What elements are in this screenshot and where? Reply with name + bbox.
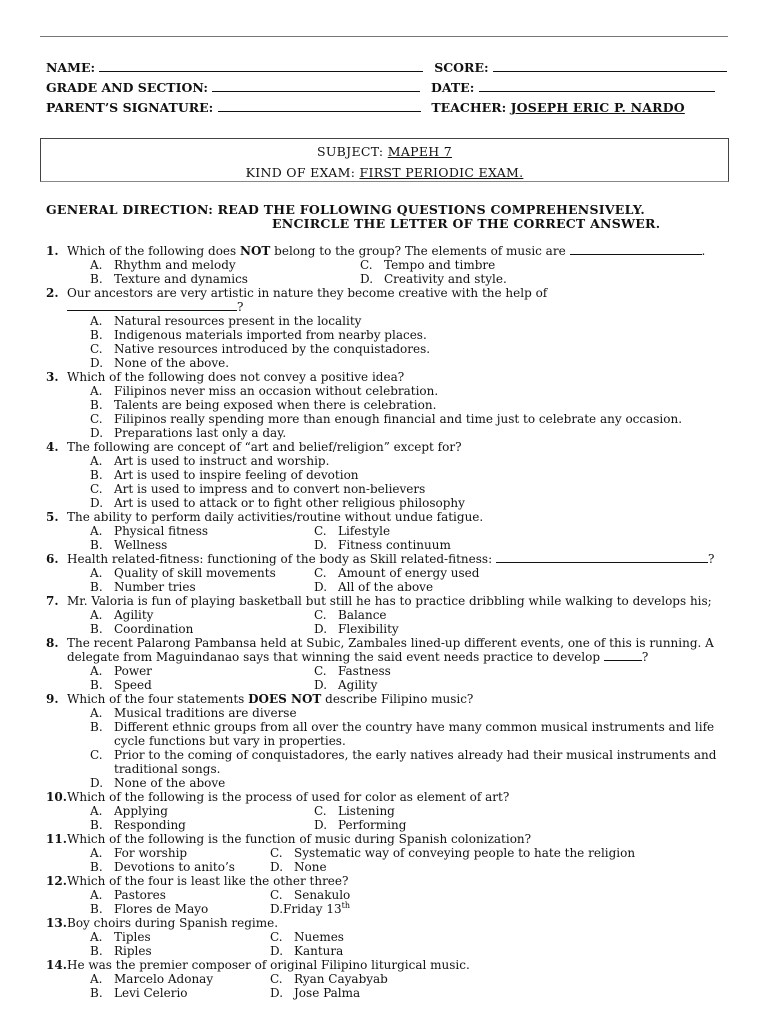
option-d[interactable]: D. Performing: [314, 818, 407, 832]
option-row: [90, 622, 718, 636]
option-d[interactable]: D. Jose Palma: [270, 986, 361, 1000]
option-a[interactable]: A. Tiples: [90, 930, 151, 944]
question-number: 7.: [46, 594, 59, 608]
option-b[interactable]: B. Flores de Mayo: [90, 902, 209, 916]
option-a[interactable]: A. Agility: [90, 608, 154, 622]
option-row: [90, 944, 718, 958]
name-label: NAME:: [46, 60, 96, 75]
question-number: 2.: [46, 286, 59, 300]
kind-label: KIND OF EXAM:: [245, 165, 356, 180]
option-b[interactable]: B. Indigenous materials imported from nearby places.: [90, 328, 427, 342]
question-12: [46, 874, 718, 916]
question-8: [46, 636, 718, 692]
option-row: [90, 888, 718, 902]
option-row: [90, 902, 718, 916]
date-label: DATE:: [431, 80, 475, 95]
question-5: [46, 510, 718, 552]
option-row: [90, 804, 718, 818]
option-d[interactable]: D. Kantura: [270, 944, 344, 958]
option-c[interactable]: C. Listening: [314, 804, 395, 818]
option-row: [90, 524, 718, 538]
option-b[interactable]: B. Art is used to inspire feeling of devotion: [90, 468, 359, 482]
question-stem: Mr. Valoria is fun of playing basketball but still he has to practice dribbling while walking to develops his;: [67, 594, 712, 608]
option-row: [90, 538, 718, 552]
subject-label: SUBJECT:: [316, 144, 384, 159]
option-c[interactable]: C. Fastness: [314, 664, 391, 678]
option-b[interactable]: B. Riples: [90, 944, 152, 958]
option-d[interactable]: D. Agility: [314, 678, 378, 692]
answer-blank[interactable]: [570, 244, 702, 255]
option-b[interactable]: B. Coordination: [90, 622, 194, 636]
option-a[interactable]: A. Power: [90, 664, 152, 678]
option-c[interactable]: C. Lifestyle: [314, 524, 391, 538]
option-c[interactable]: C. Ryan Cayabyab: [270, 972, 388, 986]
option-c[interactable]: C. Native resources introduced by the conquistadores.: [90, 342, 431, 356]
option-a[interactable]: A. Pastores: [90, 888, 166, 902]
option-c[interactable]: C. Prior to the coming of conquistadores, the early natives already had their musical instruments and traditional songs.: [90, 748, 717, 776]
question-4: [46, 440, 718, 510]
question-number: 14.: [46, 958, 67, 972]
question-number: 1.: [46, 244, 59, 258]
question-stem: Which of the following does not convey a positive idea?: [67, 370, 405, 384]
option-d[interactable]: D. Creativity and style.: [360, 272, 507, 286]
option-a[interactable]: A. Musical traditions are diverse: [90, 706, 297, 720]
kind-line: [41, 165, 728, 180]
question-14: [46, 958, 718, 1000]
teacher-label: TEACHER:: [431, 100, 507, 115]
question-2: [46, 286, 718, 370]
question-number: 3.: [46, 370, 59, 384]
option-d[interactable]: D. All of the above: [314, 580, 434, 594]
question-stem: Boy choirs during Spanish regime.: [67, 916, 279, 930]
option-d[interactable]: D. None of the above: [90, 776, 226, 790]
grade-row: [46, 80, 715, 96]
option-b[interactable]: B. Talents are being exposed when there is celebration.: [90, 398, 437, 412]
question-6: [46, 552, 718, 594]
option-a[interactable]: A. Quality of skill movements: [90, 566, 276, 580]
question-number: 13.: [46, 916, 67, 930]
question-number: 10.: [46, 790, 67, 804]
option-b[interactable]: B. Responding: [90, 818, 186, 832]
question-stem: Which of the four is least like the other three?: [67, 874, 349, 888]
kind-value: FIRST PERIODIC EXAM.: [359, 165, 524, 180]
option-c[interactable]: C. Nuemes: [270, 930, 344, 944]
option-row: [90, 566, 718, 580]
question-stem: Which of the four statements DOES NOT describe Filipino music?: [67, 692, 474, 706]
option-row: [90, 930, 718, 944]
question-number: 9.: [46, 692, 59, 706]
grade-section-field[interactable]: [212, 80, 420, 92]
question-10: [46, 790, 718, 832]
option-b[interactable]: B. Different ethnic groups from all over the country have many common musical instruments and life cycle functions but vary in properties.: [90, 720, 715, 748]
question-number: 6.: [46, 552, 59, 566]
option-a[interactable]: A. Filipinos never miss an occasion without celebration.: [90, 384, 439, 398]
parent-signature-field[interactable]: [218, 100, 421, 112]
option-c[interactable]: C. Tempo and timbre: [360, 258, 496, 272]
question-stem: Which of the following is the function of music during Spanish colonization?: [67, 832, 532, 846]
question-number: 8.: [46, 636, 59, 650]
question-stem: The recent Palarong Pambansa held at Subic, Zambales lined-up different events, one of this is running. A delegate from Maguindanao says that winning the said event needs practice to develop ?: [67, 636, 714, 664]
option-d[interactable]: D. Preparations last only a day.: [90, 426, 287, 440]
option-row: [90, 608, 718, 622]
option-a[interactable]: A. Rhythm and melody: [90, 258, 236, 272]
option-row: [90, 986, 718, 1000]
subject-line: [41, 144, 728, 159]
option-row: [90, 972, 718, 986]
question-number: 4.: [46, 440, 59, 454]
option-row: [90, 272, 718, 286]
option-a[interactable]: A. Marcelo Adonay: [90, 972, 214, 986]
top-rule: [40, 36, 728, 37]
option-a[interactable]: A. Art is used to instruct and worship.: [90, 454, 330, 468]
option-b[interactable]: B. Wellness: [90, 538, 168, 552]
option-c[interactable]: C. Amount of energy used: [314, 566, 480, 580]
question-stem: Which of the following is the process of used for color as element of art?: [67, 790, 510, 804]
answer-blank[interactable]: [604, 650, 642, 661]
date-field[interactable]: [479, 80, 715, 92]
option-b[interactable]: B. Texture and dynamics: [90, 272, 248, 286]
option-d[interactable]: D.Friday 13th: [270, 901, 350, 916]
answer-blank[interactable]: [67, 300, 237, 311]
answer-blank[interactable]: [496, 552, 708, 563]
direction-line-2: ENCIRCLE THE LETTER OF THE CORRECT ANSWER.: [272, 216, 661, 231]
question-stem: Our ancestors are very artistic in nature they become creative with the help of ?: [67, 286, 548, 314]
score-label: SCORE:: [434, 60, 489, 75]
option-b[interactable]: B. Number tries: [90, 580, 196, 594]
option-b[interactable]: B. Speed: [90, 678, 152, 692]
question-stem: Health related-fitness: functioning of the body as Skill related-fitness: ?: [67, 552, 715, 566]
option-d[interactable]: D. Flexibility: [314, 622, 399, 636]
option-c[interactable]: C. Filipinos really spending more than enough financial and time just to celebrate any occasion.: [90, 412, 683, 426]
option-row: [90, 678, 718, 692]
option-row: [90, 664, 718, 678]
option-c[interactable]: C. Balance: [314, 608, 387, 622]
option-d[interactable]: D. Fitness continuum: [314, 538, 451, 552]
name-field[interactable]: [99, 60, 423, 72]
option-row: [90, 818, 718, 832]
question-number: 5.: [46, 510, 59, 524]
option-b[interactable]: B. Levi Celerio: [90, 986, 188, 1000]
option-row: [90, 860, 718, 874]
exam-info-box: [40, 138, 729, 182]
option-a[interactable]: A. For worship: [90, 846, 188, 860]
signature-row: [46, 100, 685, 116]
option-d[interactable]: D. None of the above.: [90, 356, 230, 370]
question-stem: The ability to perform daily activities/routine without undue fatigue.: [67, 510, 484, 524]
option-a[interactable]: A. Physical fitness: [90, 524, 209, 538]
option-c[interactable]: C. Art is used to impress and to convert non-believers: [90, 482, 426, 496]
parent-signature-label: PARENT’S SIGNATURE:: [46, 100, 214, 115]
question-stem: Which of the following does NOT belong to the group? The elements of music are .: [67, 244, 706, 258]
teacher-name: JOSEPH ERIC P. NARDO: [510, 100, 685, 115]
option-a[interactable]: A. Applying: [90, 804, 168, 818]
question-11: [46, 832, 718, 874]
question-number: 12.: [46, 874, 67, 888]
option-d[interactable]: D. Art is used to attack or to fight other religious philosophy: [90, 496, 465, 510]
question-3: [46, 370, 718, 440]
question-7: [46, 594, 718, 636]
option-a[interactable]: A. Natural resources present in the locality: [90, 314, 362, 328]
option-row: [90, 258, 718, 272]
question-stem: The following are concept of “art and belief/religion” except for?: [67, 440, 462, 454]
direction-line-1: GENERAL DIRECTION: READ THE FOLLOWING QUESTIONS COMPREHENSIVELY.: [46, 202, 645, 217]
option-row: [90, 580, 718, 594]
grade-section-label: GRADE AND SECTION:: [46, 80, 208, 95]
question-number: 11.: [46, 832, 67, 846]
score-field[interactable]: [493, 60, 727, 72]
question-9: [46, 692, 718, 790]
option-b[interactable]: B. Devotions to anito’s: [90, 860, 235, 874]
question-1: [46, 244, 718, 286]
option-d[interactable]: D. None: [270, 860, 327, 874]
question-stem: He was the premier composer of original Filipino liturgical music.: [67, 958, 470, 972]
option-c[interactable]: C. Systematic way of conveying people to hate the religion: [270, 846, 636, 860]
question-13: [46, 916, 718, 958]
name-row: [46, 60, 727, 76]
question-list: [46, 244, 718, 1000]
subject-value: MAPEH 7: [387, 144, 453, 159]
option-row: [90, 846, 718, 860]
option-c[interactable]: C. Senakulo: [270, 888, 351, 902]
